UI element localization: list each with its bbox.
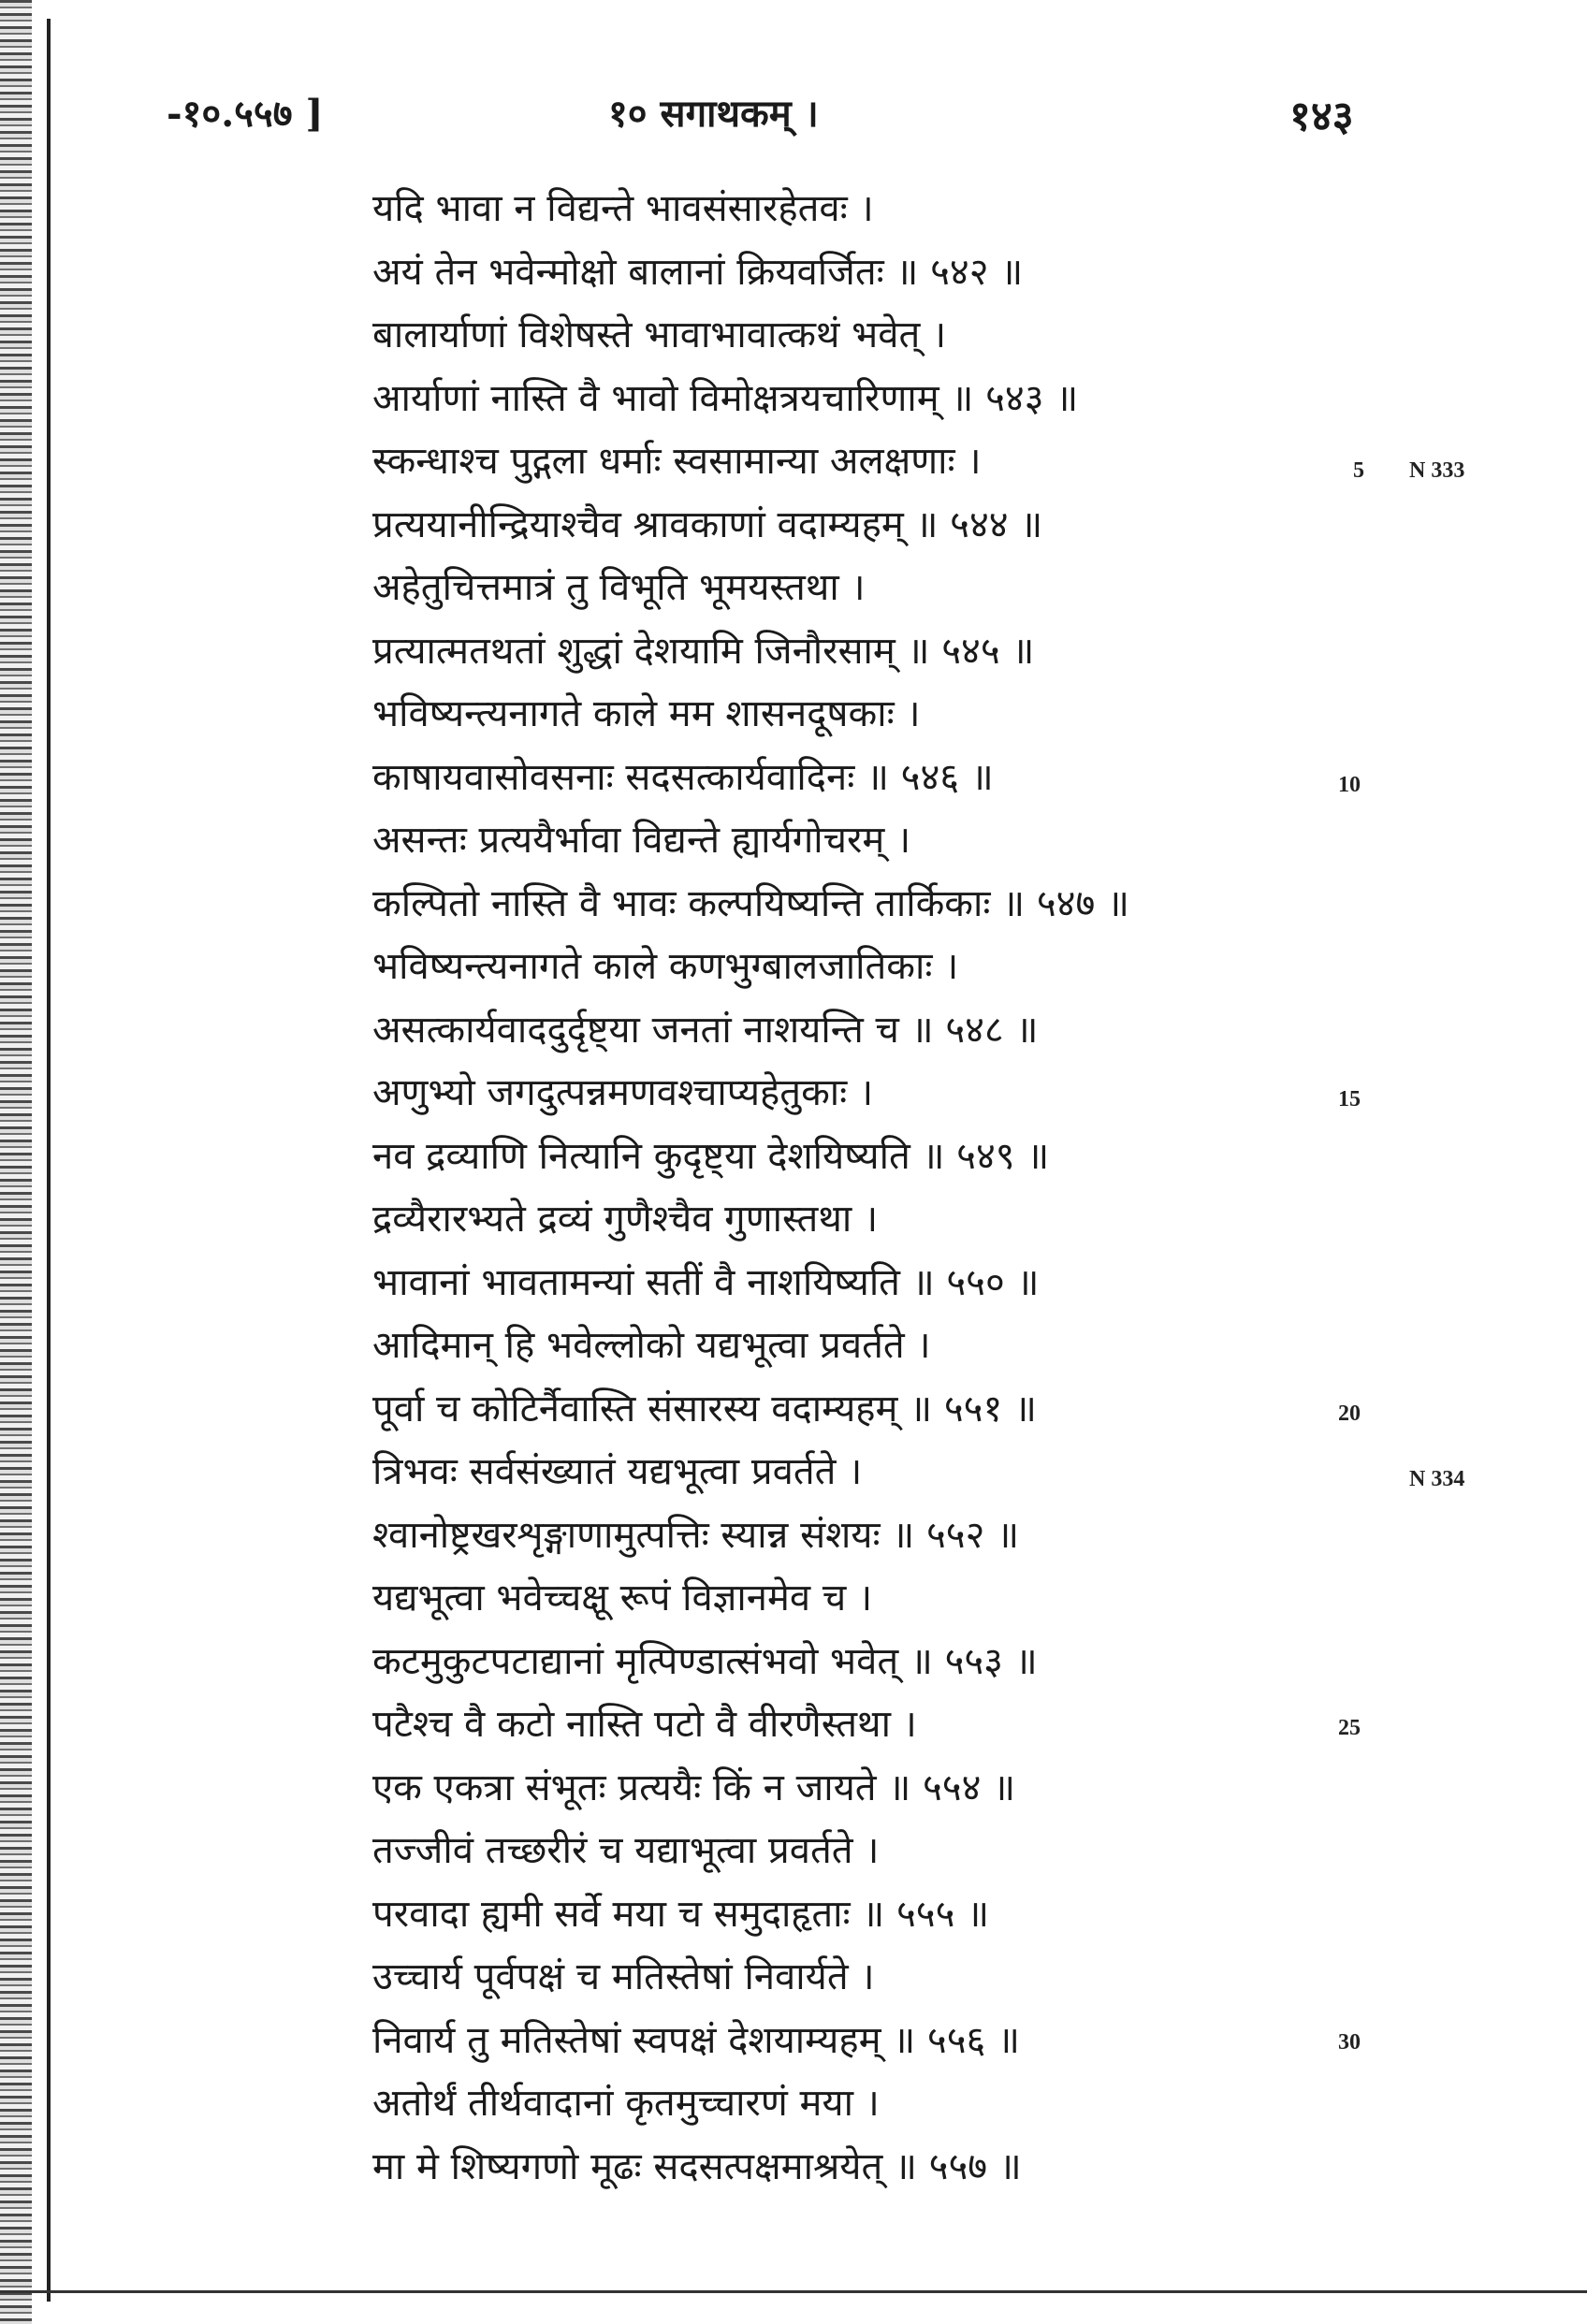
verse-line: श्वानोष्ट्रखरशृङ्गाणामुत्पत्तिः स्यान्न संशयः ॥ ५५२ ॥	[372, 1513, 1020, 1557]
verse-line: एक एकत्रा संभूतः प्रत्ययैः किं न जायते ॥ ५५४ ॥	[372, 1765, 1016, 1809]
manuscript-ref-n334: N 334	[1409, 1467, 1465, 1491]
verse-line: अतोर्थं तीर्थवादानां कृतमुच्चारणं मया ।	[372, 2082, 880, 2125]
line-number-30: 30	[1338, 2030, 1361, 2055]
bottom-rule	[0, 2290, 1587, 2293]
gutter-line	[47, 19, 51, 2302]
manuscript-ref-n333: N 333	[1409, 458, 1465, 483]
verse-line: आदिमान् हि भवेल्लोको यद्यभूत्वा प्रवर्तते ।	[372, 1324, 931, 1367]
line-number-20: 20	[1338, 1402, 1361, 1426]
verse-line: त्रिभवः सर्वसंख्यातं यद्यभूत्वा प्रवर्तते ।	[372, 1450, 863, 1493]
verse-line: परवादा ह्यमी सर्वे मया च समुदाहृताः ॥ ५५५ ॥	[372, 1892, 990, 1936]
verse-line: अहेतुचित्तमात्रं तु विभूति भूमयस्तथा ।	[372, 566, 866, 609]
header-page-number: १४३	[1289, 93, 1354, 140]
line-number-10: 10	[1338, 773, 1361, 797]
verse-line: भावानां भावतामन्यां सतीं वै नाशयिष्यति ॥ ५५० ॥	[372, 1260, 1040, 1304]
verse-line: काषायवासोवसनाः सदसत्कार्यवादिनः ॥ ५४६ ॥	[372, 755, 994, 799]
verse-line: यदि भावा न विद्यन्ते भावसंसारहेतवः ।	[372, 187, 874, 230]
header-verse-range: -१०.५५७ ]	[167, 92, 324, 136]
verse-line: भविष्यन्त्यनागते काले कणभुग्बालजातिकाः ।	[372, 945, 959, 988]
verse-line: कल्पितो नास्ति वै भावः कल्पयिष्यन्ति तार्किकाः ॥ ५४७ ॥	[372, 881, 1129, 925]
verse-line: प्रत्ययानीन्द्रियाश्चैव श्रावकाणां वदाम्यहम् ॥ ५४४ ॥	[372, 502, 1043, 546]
verse-line: असत्कार्यवाददुर्दृष्ट्या जनतां नाशयन्ति च ॥ ५४८ ॥	[372, 1008, 1039, 1052]
verse-line: द्रव्यैरारभ्यते द्रव्यं गुणैश्चैव गुणास्तथा ।	[372, 1198, 879, 1241]
verse-line: पटैश्च वै कटो नास्ति पटो वै वीरणैस्तथा ।	[372, 1703, 917, 1746]
binding-edge	[0, 0, 32, 2324]
verse-line: भविष्यन्त्यनागते काले मम शासनदूषकाः ।	[372, 692, 921, 735]
verse-line: प्रत्यात्मतथतां शुद्धां देशयामि जिनौरसाम् ॥ ५४५ ॥	[372, 629, 1035, 673]
header-chapter-title: १० सगाथकम् ।	[608, 92, 819, 136]
verse-line: मा मे शिष्यगणो मूढः सदसत्पक्षमाश्रयेत् ॥ ५५७ ॥	[372, 2144, 1022, 2188]
verse-line: आर्याणां नास्ति वै भावो विमोक्षत्रयचारिणाम् ॥ ५४३ ॥	[372, 376, 1079, 420]
line-number-15: 15	[1338, 1087, 1361, 1111]
verse-line: यद्यभूत्वा भवेच्चक्षू रूपं विज्ञानमेव च ।	[372, 1576, 873, 1620]
line-number-5: 5	[1353, 458, 1364, 483]
verse-line: स्कन्धाश्च पुद्गला धर्माः स्वसामान्या अलक्षणाः ।	[372, 440, 982, 483]
verse-line: अयं तेन भवेन्मोक्षो बालानां क्रियवर्जितः ॥ ५४२ ॥	[372, 250, 1024, 294]
verse-line: अणुभ्यो जगदुत्पन्नमणवश्चाप्यहेतुकाः ।	[372, 1071, 874, 1114]
verse-line: निवार्य तु मतिस्तेषां स्वपक्षं देशयाम्यहम् ॥ ५५६ ॥	[372, 2018, 1020, 2062]
verse-line: असन्तः प्रत्ययैर्भावा विद्यन्ते ह्यार्यगोचरम् ।	[372, 819, 911, 862]
verse-line: नव द्रव्याणि नित्यानि कुदृष्ट्या देशयिष्यति ॥ ५४९ ॥	[372, 1134, 1050, 1178]
verse-text	[372, 178, 1308, 2199]
verse-line: तज्जीवं तच्छरीरं च यद्याभूत्वा प्रवर्तते ।	[372, 1829, 880, 1872]
verse-line: कटमुकुटपटाद्यानां मृत्पिण्डात्संभवो भवेत् ॥ ५५३ ॥	[372, 1639, 1038, 1683]
verse-line: उच्चार्य पूर्वपक्षं च मतिस्तेषां निवार्यते ।	[372, 1955, 875, 1998]
verse-line: बालार्याणां विशेषस्ते भावाभावात्कथं भवेत् ।	[372, 313, 947, 356]
verse-line: पूर्वा च कोटिर्नैवास्ति संसारस्य वदाम्यहम् ॥ ५५१ ॥	[372, 1387, 1037, 1431]
line-number-25: 25	[1338, 1716, 1361, 1740]
